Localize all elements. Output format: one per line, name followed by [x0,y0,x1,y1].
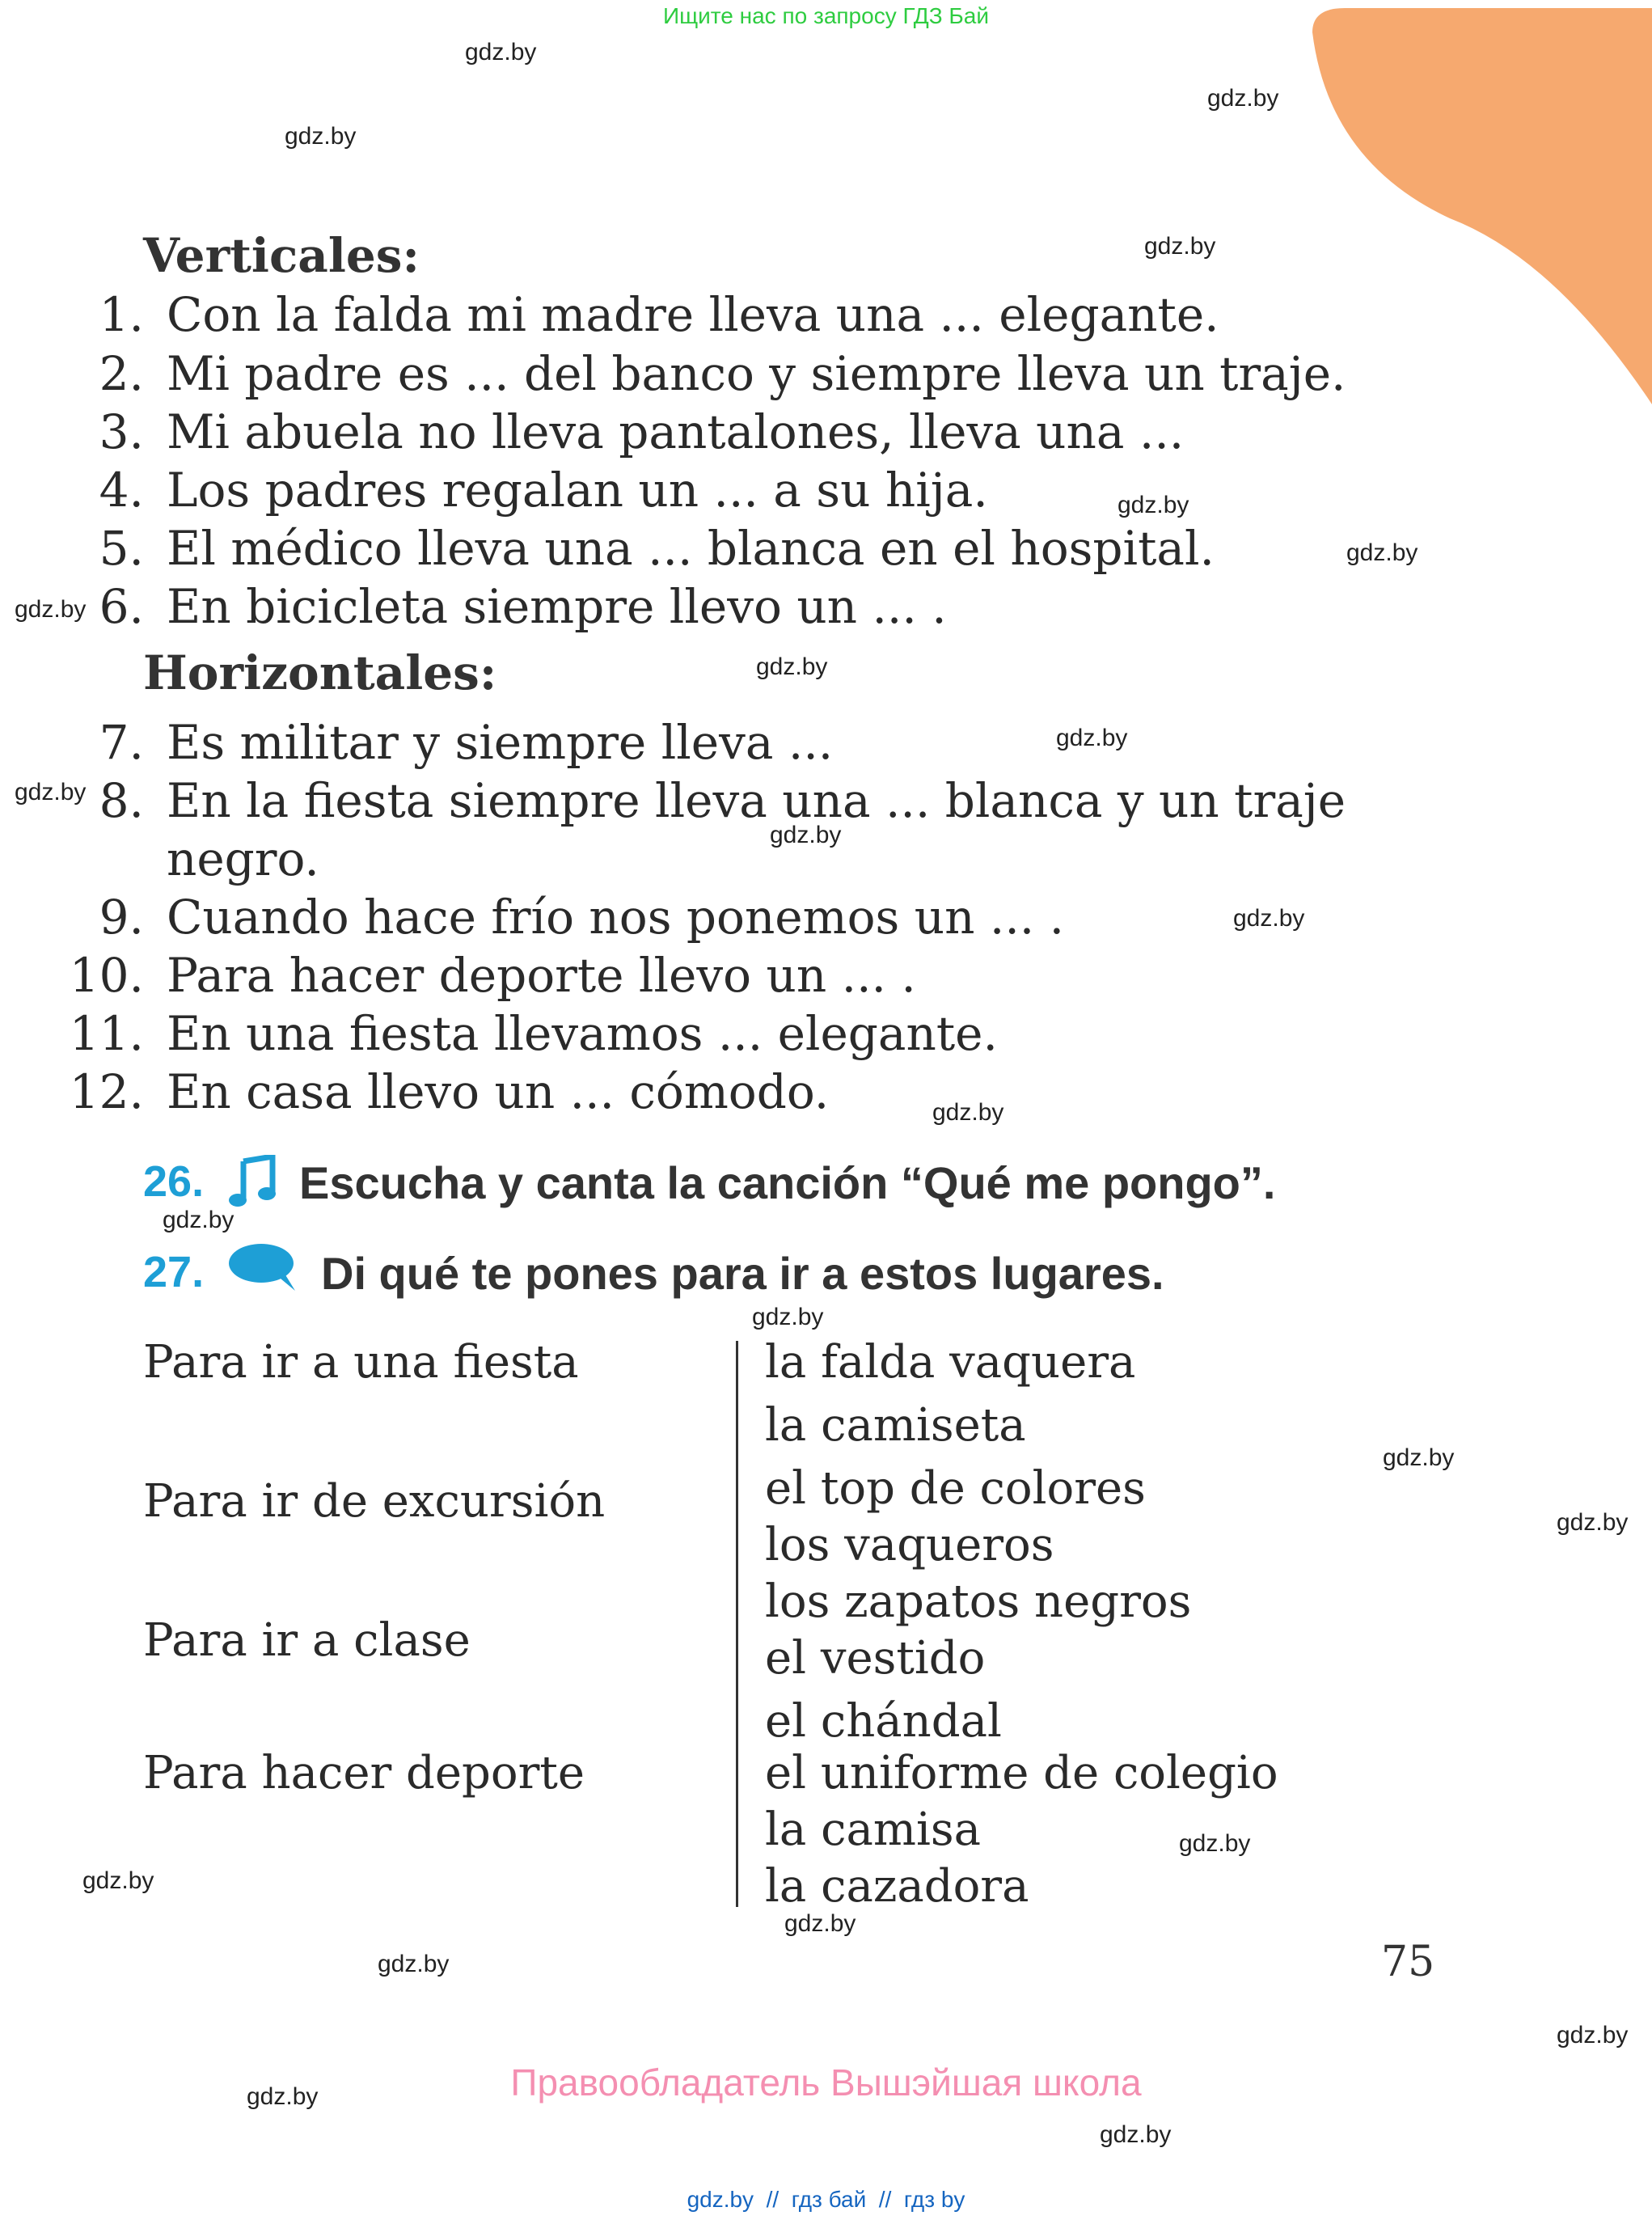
exercise-26-number: 26. [143,1157,205,1206]
clothing-item: la cazadora [765,1860,1029,1913]
clothing-item: el uniforme de colegio [765,1747,1278,1799]
place-item: Para ir a clase [143,1614,471,1667]
watermark: gdz.by [285,123,357,150]
watermark: gdz.by [1144,233,1216,260]
watermark: gdz.by [932,1099,1004,1126]
clothing-item: los vaqueros [765,1519,1054,1571]
clothing-item: la camisa [765,1803,981,1856]
footer-links[interactable]: gdz.by // гдз бай // гдз by [687,2187,965,2212]
clue-item: 6. En bicicleta siempre llevo un ... . [99,579,947,634]
watermark: gdz.by [1100,2121,1172,2148]
clue-item: 12. En casa llevo un ... cómodo. [69,1064,830,1119]
watermark: gdz.by [1179,1830,1251,1857]
clothing-item: el top de colores [765,1462,1146,1515]
clothing-item: el vestido [765,1632,986,1685]
exercise-27-number: 27. [143,1248,205,1296]
copyright-notice: Правообладатель Вышэйшая школа [510,2061,1142,2103]
clue-item: 2. Mi padre es ... del banco y siempre lleva un traje. [99,346,1346,401]
clue-item-continuation: negro. [167,831,319,886]
watermark: gdz.by [378,1951,450,1977]
clue-item: 10. Para hacer deporte llevo un ... . [69,948,916,1003]
clue-item: 7. Es militar y siempre lleva ... [99,715,834,770]
clue-item: 9. Cuando hace frío nos ponemos un ... . [99,890,1065,945]
clue-item: 5. El médico lleva una ... blanca en el hospital. [99,521,1215,576]
clothing-item: los zapatos negros [765,1575,1192,1628]
clue-item: 11. En una fiesta llevamos ... elegante. [69,1006,998,1061]
watermark: gdz.by [770,822,842,848]
place-item: Para ir de excursión [143,1475,606,1528]
clue-item: 1. Con la falda mi madre lleva una ... elegante. [99,287,1219,342]
watermark: gdz.by [1557,2022,1629,2049]
exercise-27-instruction: Di qué te pones para ir a estos lugares. [321,1248,1164,1299]
place-item: Para hacer deporte [143,1747,585,1799]
top-banner: Ищите нас по запросу ГДЗ Бай [662,3,990,28]
place-item: Para ir a una fiesta [143,1336,579,1389]
watermark: gdz.by [1056,725,1128,751]
clue-item: 3. Mi abuela no lleva pantalones, lleva una ... [99,404,1185,459]
watermark: gdz.by [163,1207,234,1233]
watermark: gdz.by [1383,1444,1455,1471]
watermark: gdz.by [756,653,828,680]
decorative-corner-shape [1312,0,1652,404]
clue-item: 8. En la fiesta siempre lleva una ... blanca y un traje [99,773,1346,828]
watermark: gdz.by [1233,905,1305,932]
exercise-26-instruction: Escucha y canta la canción “Qué me pongo”. [299,1157,1276,1208]
watermark: gdz.by [15,779,87,805]
clothing-item: la falda vaquera [765,1336,1136,1389]
watermark: gdz.by [752,1304,824,1330]
watermark: gdz.by [1207,85,1279,112]
clothing-item: el chándal [765,1695,1002,1748]
watermark: gdz.by [1346,539,1418,566]
clothing-item: la camiseta [765,1399,1026,1452]
horizontales-heading: Horizontales: [143,645,497,700]
music-note-icon [229,1155,277,1208]
watermark: gdz.by [247,2083,319,2110]
watermark: gdz.by [15,596,87,623]
speech-bubble-icon [229,1242,298,1292]
watermark: gdz.by [465,39,537,66]
watermark: gdz.by [82,1867,154,1894]
watermark: gdz.by [1557,1509,1629,1536]
page-number: 75 [1381,1938,1435,1986]
clue-item: 4. Los padres regalan un ... a su hija. [99,463,988,518]
watermark: gdz.by [784,1910,856,1937]
column-divider [736,1341,738,1907]
verticales-heading: Verticales: [143,228,420,283]
watermark: gdz.by [1118,492,1189,518]
